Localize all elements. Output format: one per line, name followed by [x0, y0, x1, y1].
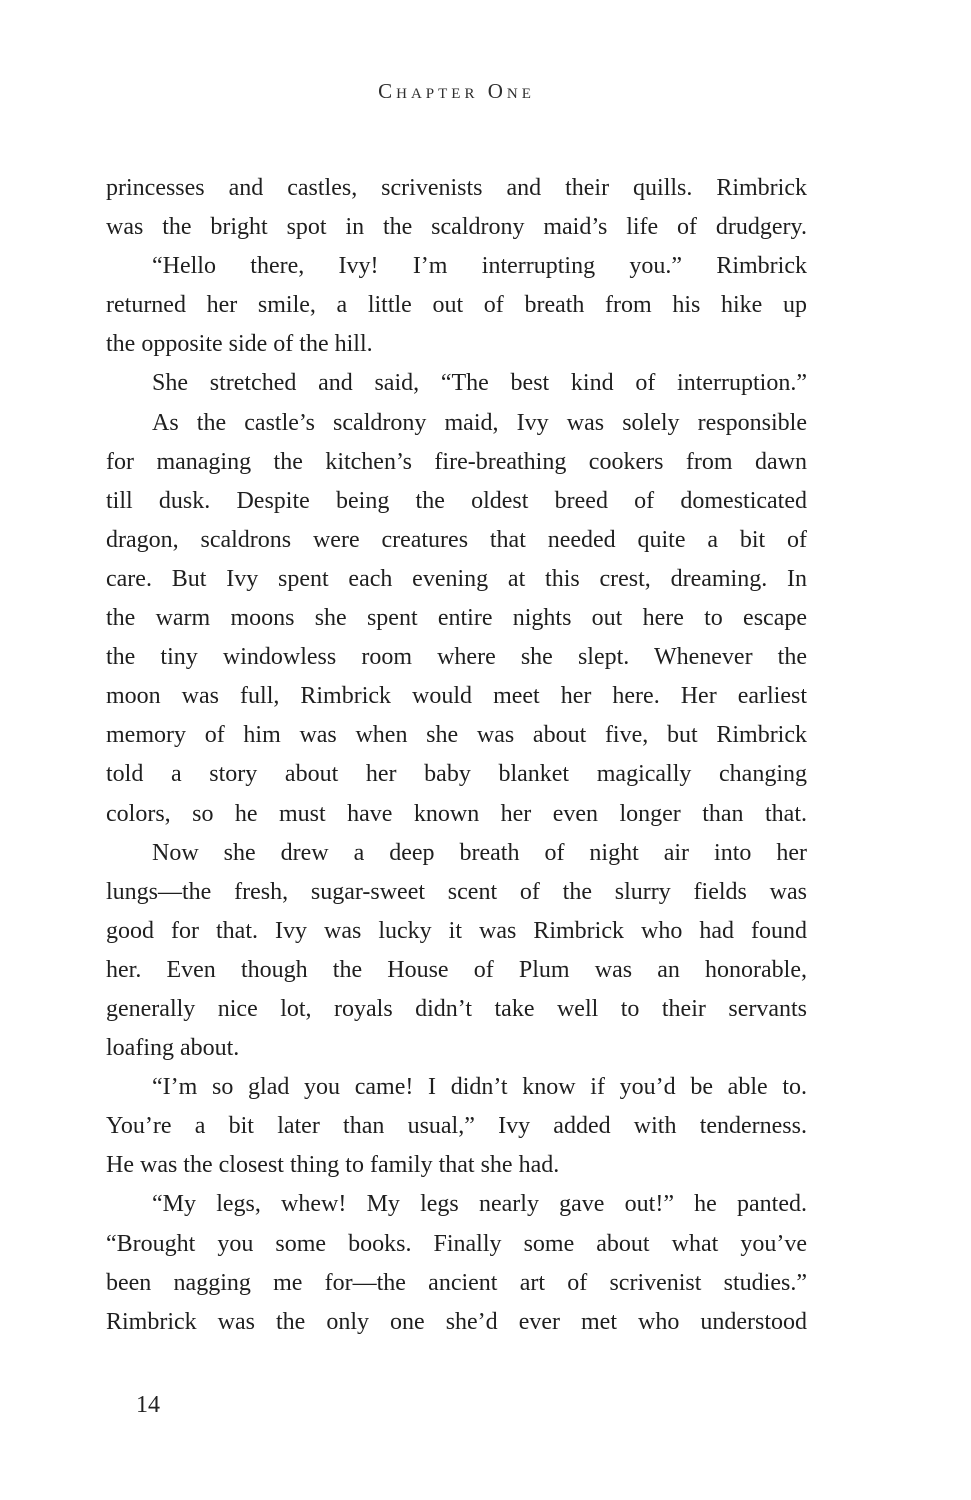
- text-line: for managing the kitchen’s fire-breathing cookers from dawn: [106, 448, 807, 475]
- chapter-heading: Chapter One: [378, 79, 535, 103]
- text-line: returned her smile, a little out of breath from his hike up: [106, 292, 807, 319]
- text-line: “My legs, whew! My legs nearly gave out!” he panted.: [152, 1191, 807, 1218]
- text-line: moon was full, Rimbrick would meet her here. Her earliest: [106, 683, 807, 710]
- text-line: the tiny windowless room where she slept. Whenever the: [106, 644, 807, 671]
- text-line: He was the closest thing to family that she had.: [106, 1152, 560, 1179]
- text-line: Now she drew a deep breath of night air into her: [152, 839, 807, 866]
- text-line: “Hello there, Ivy! I’m interrupting you.” Rimbrick: [152, 253, 807, 280]
- text-line: generally nice lot, royals didn’t take well to their servants: [106, 995, 807, 1022]
- paragraph: [106, 247, 807, 364]
- text-line: Rimbrick was the only one she’d ever met who understood: [106, 1308, 807, 1335]
- text-line: her. Even though the House of Plum was an honorable,: [106, 956, 807, 983]
- paragraph: [106, 364, 807, 403]
- text-line: been nagging me for—the ancient art of scrivenist studies.”: [106, 1269, 807, 1296]
- text-line: was the bright spot in the scaldrony maid’s life of drudgery.: [106, 214, 807, 241]
- text-line: princesses and castles, scrivenists and their quills. Rimbrick: [106, 175, 807, 201]
- text-line: As the castle’s scaldrony maid, Ivy was solely responsible: [152, 409, 807, 436]
- text-line: told a story about her baby blanket magically changing: [106, 761, 807, 788]
- paragraph: [106, 1068, 807, 1185]
- text-line: the opposite side of the hill.: [106, 331, 373, 358]
- text-line: “I’m so glad you came! I didn’t know if you’d be able to.: [152, 1074, 807, 1101]
- text-line: the warm moons she spent entire nights out here to escape: [106, 605, 807, 632]
- text-line: “Brought you some books. Finally some about what you’ve: [106, 1230, 807, 1257]
- paragraph: [106, 834, 807, 1069]
- text-line: till dusk. Despite being the oldest breed of domesticated: [106, 487, 807, 514]
- paragraph: [106, 1185, 807, 1341]
- text-line: You’re a bit later than usual,” Ivy added with tenderness.: [106, 1113, 807, 1140]
- text-line: memory of him was when she was about five, but Rimbrick: [106, 722, 807, 749]
- text-line: dragon, scaldrons were creatures that needed quite a bit of: [106, 526, 807, 553]
- text-line: She stretched and said, “The best kind of interruption.”: [152, 370, 807, 397]
- text-line: lungs—the fresh, sugar-sweet scent of the slurry fields was: [106, 878, 807, 905]
- text-line: care. But Ivy spent each evening at this crest, dreaming. In: [106, 565, 807, 592]
- text-line: good for that. Ivy was lucky it was Rimbrick who had found: [106, 917, 807, 944]
- text-line: colors, so he must have known her even longer than that.: [106, 800, 807, 827]
- page-body-text: [106, 169, 807, 1342]
- paragraph: [106, 169, 807, 247]
- paragraph: [106, 404, 807, 834]
- text-line: loafing about.: [106, 1035, 240, 1062]
- page-number: 14: [136, 1392, 160, 1418]
